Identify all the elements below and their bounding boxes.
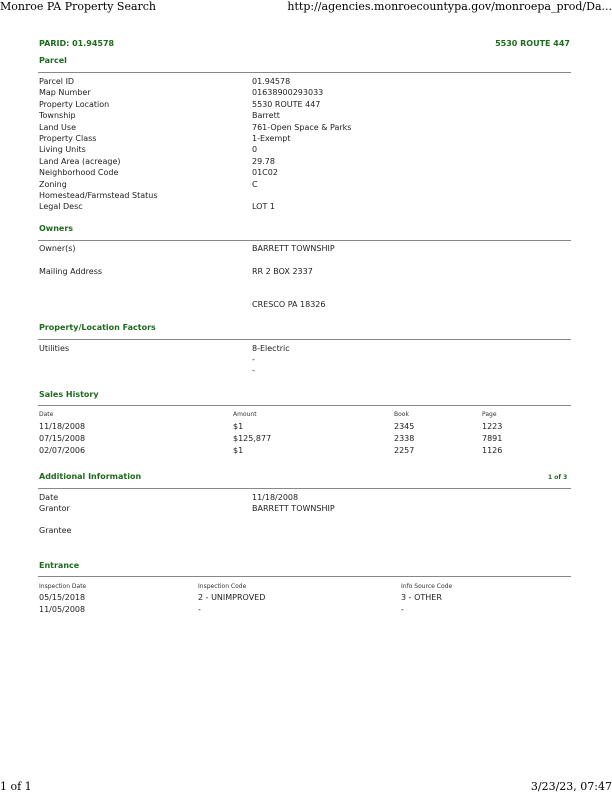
parcel-field-value: C <box>252 179 258 189</box>
section-title-additional: Additional Information <box>39 472 142 481</box>
parcel-field-value: 761-Open Space & Parks <box>252 122 352 132</box>
parcel-field-value: 01638900293033 <box>252 88 324 98</box>
parcel-field-label: Map Number <box>39 88 91 98</box>
utilities-value: 8-Electric <box>252 344 290 353</box>
sales-cell: 1126 <box>482 446 503 455</box>
owner-value: BARRETT TOWNSHIP <box>252 244 335 253</box>
entrance-header-info-source: Info Source Code <box>401 583 453 590</box>
entrance-cell: 05/15/2018 <box>39 593 86 602</box>
parcel-field-label: Property Location <box>39 99 110 109</box>
entrance-cell: 2 - UNIMPROVED <box>198 593 266 602</box>
parcel-field-label: Property Class <box>39 134 97 143</box>
grantee-label: Grantee <box>39 526 72 535</box>
parcel-field-label: Homestead/Farmstead Status <box>39 191 158 200</box>
sales-header-amount: Amount <box>233 411 257 418</box>
sales-cell: 07/15/2008 <box>39 434 86 443</box>
section-divider <box>38 576 571 577</box>
parcel-field-value: 01.94578 <box>252 77 291 86</box>
parcel-field-label: Parcel ID <box>39 77 75 86</box>
sales-cell: $1 <box>233 446 244 455</box>
header-address: 5530 ROUTE 447 <box>495 39 570 48</box>
parcel-field-label: Township <box>39 111 76 121</box>
entrance-header-inspection-code: Inspection Code <box>198 583 247 590</box>
section-divider <box>38 72 571 73</box>
parcel-field-label: Zoning <box>39 179 67 189</box>
additional-date-value: 11/18/2008 <box>252 493 299 502</box>
parcel-field-label: Legal Desc <box>39 202 83 212</box>
sales-header-book: Book <box>394 411 409 418</box>
sales-cell: 2345 <box>394 422 415 431</box>
print-header-url: http://agencies.monroecountypa.gov/monroepa_prod/Da... <box>287 0 612 13</box>
utilities-label: Utilities <box>39 344 70 353</box>
parcel-field-label: Land Use <box>39 122 76 132</box>
parcel-field-label: Neighborhood Code <box>39 168 119 178</box>
parcel-field-value: 0 <box>252 145 258 155</box>
parcel-field-value: 29.78 <box>252 156 275 166</box>
sales-cell: 2257 <box>394 446 415 455</box>
parid-label: PARID: 01.94578 <box>39 39 115 48</box>
parcel-field-value: 01C02 <box>252 168 278 178</box>
parcel-field-value: 5530 ROUTE 447 <box>252 99 321 109</box>
print-footer-page: 1 of 1 <box>0 780 32 793</box>
section-divider <box>38 240 571 241</box>
section-title-parcel: Parcel <box>39 56 67 65</box>
owner-label: Owner(s) <box>39 244 76 253</box>
sales-cell: 11/18/2008 <box>39 422 86 431</box>
parcel-field-label: Land Area (acreage) <box>39 156 121 166</box>
sales-header-date: Date <box>39 411 54 418</box>
mailing-address-line1: RR 2 BOX 2337 <box>252 267 313 276</box>
sales-cell: 2338 <box>394 434 415 443</box>
utilities-value: - <box>252 366 255 375</box>
sales-cell: $125,877 <box>233 434 272 443</box>
mailing-address-label: Mailing Address <box>39 267 103 276</box>
entrance-cell: - <box>198 605 201 614</box>
section-title-entrance: Entrance <box>39 561 80 570</box>
additional-pager[interactable]: 1 of 3 <box>548 474 568 481</box>
parcel-field-value: 1-Exempt <box>252 134 291 143</box>
sales-cell: $1 <box>233 422 244 431</box>
additional-date-label: Date <box>39 493 59 502</box>
section-divider <box>38 488 571 489</box>
entrance-header-inspection-date: Inspection Date <box>39 583 87 590</box>
sales-header-page: Page <box>482 411 497 418</box>
mailing-address-line2: CRESCO PA 18326 <box>252 300 326 309</box>
sales-cell: 02/07/2006 <box>39 446 86 455</box>
entrance-cell: 3 - OTHER <box>401 593 442 602</box>
section-title-owners: Owners <box>39 224 74 233</box>
sales-cell: 1223 <box>482 422 503 431</box>
print-footer-timestamp: 3/23/23, 07:47 <box>530 780 612 793</box>
grantor-label: Grantor <box>39 504 70 513</box>
sales-cell: 7891 <box>482 434 503 443</box>
section-divider <box>38 339 571 340</box>
parcel-field-value: LOT 1 <box>252 202 275 212</box>
print-header-title: Monroe PA Property Search <box>0 0 157 13</box>
section-title-sales: Sales History <box>39 390 99 399</box>
parcel-field-value: Barrett <box>252 111 280 121</box>
utilities-value: - <box>252 355 255 364</box>
parcel-field-label: Living Units <box>39 145 86 155</box>
section-divider <box>38 405 571 406</box>
section-title-factors: Property/Location Factors <box>39 323 156 332</box>
grantor-value: BARRETT TOWNSHIP <box>252 504 335 513</box>
entrance-cell: 11/05/2008 <box>39 605 86 614</box>
entrance-cell: - <box>401 605 404 614</box>
